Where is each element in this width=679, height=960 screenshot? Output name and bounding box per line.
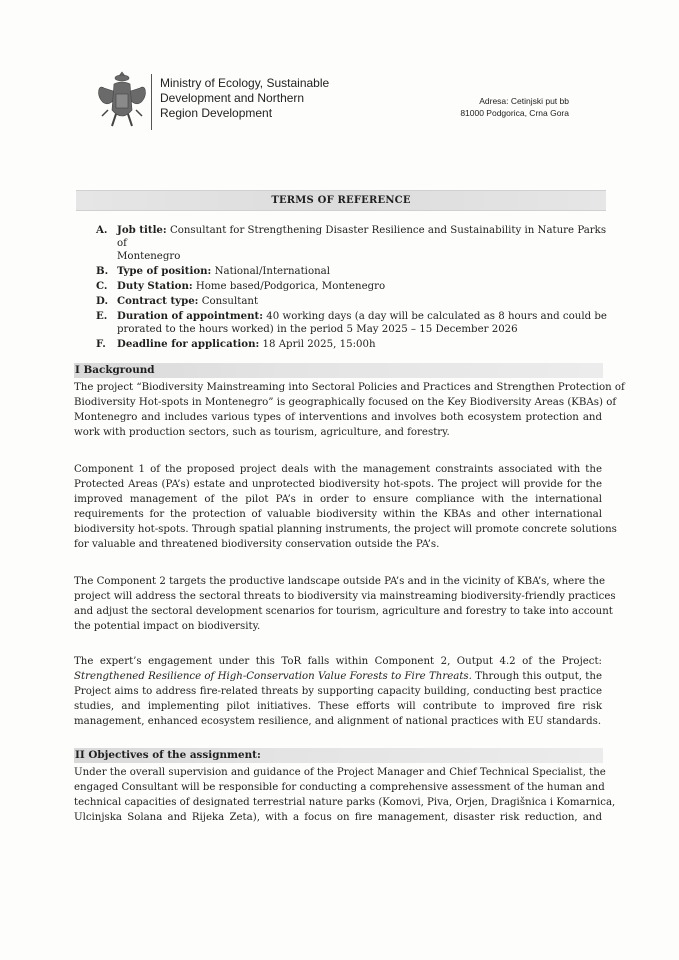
- tor-item: [96, 224, 608, 263]
- section-heading-objectives: II Objectives of the assignment:: [74, 748, 603, 763]
- item-value: Home based/Podgorica, Montenegro: [195, 281, 386, 292]
- ministry-line: Region Development: [160, 106, 273, 120]
- item-letter: C.: [96, 280, 108, 292]
- background-paragraph-2: [74, 463, 617, 552]
- text-line: for valuable and threatened biodiversity conservation outside the PA’s.: [74, 538, 440, 550]
- text-line: engaged Consultant will be responsible for conducting a comprehensive assessment of the human and: [74, 781, 605, 793]
- item-label: Duty Station:: [117, 280, 193, 292]
- text-line: biodiversity hot-spots. Through spatial planning instruments, the project will promote concrete solutions: [74, 523, 617, 535]
- tor-item: [96, 310, 608, 336]
- text-line: management, enhanced ecosystem resilience, and alignment of national practices with EU standards.: [74, 715, 602, 727]
- text-line: and adjust the sectoral development scenarios for tourism, agriculture and forestry to take into account: [74, 605, 613, 617]
- text-line: Montenegro and includes various types of interventions and involves both ecosystem protection and: [74, 411, 602, 423]
- text-line: requirements for the protection of valuable biodiversity within the KBAs and other international: [74, 508, 602, 520]
- tor-item: [96, 295, 608, 308]
- section-heading-background: I Background: [74, 363, 603, 378]
- item-value-cont: Montenegro: [117, 251, 181, 262]
- text-line: The Component 2 targets the productive landscape outside PA’s and in the vicinity of KBA’s, where the: [74, 576, 606, 587]
- item-label: Duration of appointment:: [117, 310, 264, 322]
- item-value: 40 working days (a day will be calculated as 8 hours and could be: [266, 311, 607, 322]
- tor-list: [96, 224, 608, 353]
- item-letter: D.: [96, 295, 109, 307]
- text-line: Project aims to address fire-related threats by supporting capacity building, conducting best practice: [74, 685, 602, 697]
- header-divider: [151, 74, 152, 130]
- text-line: The project “Biodiversity Mainstreaming into Sectoral Policies and Practices and Strengthen Protection of: [74, 382, 625, 393]
- item-label: Type of position:: [117, 265, 212, 277]
- item-letter: E.: [96, 310, 108, 322]
- address-line: Adresa: Cetinjski put bb: [479, 96, 569, 106]
- text-line: Component 1 of the proposed project deals with the management constraints associated with the: [74, 464, 602, 475]
- text-line: studies, and implementing pilot initiatives. These efforts will contribute to improved fire risk: [74, 700, 602, 712]
- item-letter: B.: [96, 265, 109, 277]
- text-line: Biodiversity Hot-spots in Montenegro” is geographically focused on the Key Biodiversity Areas (KBAs) of: [74, 396, 617, 408]
- item-letter: F.: [96, 338, 106, 350]
- text-line: Under the overall supervision and guidance of the Project Manager and Chief Technical Specialist, the: [74, 767, 606, 778]
- item-value: 18 April 2025, 15:00h: [262, 339, 376, 350]
- text-fragment: Through this output, the: [471, 670, 602, 682]
- address-line: 81000 Podgorica, Crna Gora: [460, 108, 569, 118]
- text-line: Protected Areas (PA’s) estate and unprotected biodiversity hot-spots. The project will provide for the: [74, 478, 602, 490]
- item-label: Deadline for application:: [117, 338, 260, 350]
- text-line: the potential impact on biodiversity.: [74, 620, 261, 632]
- tor-item: [96, 265, 608, 278]
- background-paragraph-1: [74, 381, 625, 441]
- text-line: work with production sectors, such as tourism, agriculture, and forestry.: [74, 426, 450, 438]
- tor-item: [96, 280, 608, 293]
- item-value: Consultant: [201, 296, 259, 307]
- item-value-cont: prorated to the hours worked) in the period 5 May 2025 – 15 December 2026: [117, 324, 518, 335]
- ministry-line: Development and Northern: [160, 91, 305, 105]
- text-line: Ulcinjska Solana and Rijeka Zeta), with a focus on fire management, disaster risk reduction, and: [74, 811, 602, 823]
- item-label: Job title:: [117, 224, 167, 236]
- tor-item: [96, 338, 608, 351]
- ministry-line: Ministry of Ecology, Sustainable: [160, 76, 330, 90]
- item-value: Consultant for Strengthening Disaster Resilience and Sustainability in Nature Parks of: [117, 225, 607, 249]
- ministry-name: [160, 76, 360, 121]
- text-line: technical capacities of designated terrestrial nature parks (Komovi, Piva, Orjen, Dragišnica i Komarnica,: [74, 796, 616, 808]
- text-line: The expert’s engagement under this ToR falls within Component 2, Output 4.2 of the Project:: [74, 656, 602, 667]
- background-paragraph-3: [74, 575, 616, 635]
- text-line: [74, 670, 602, 685]
- coat-of-arms-icon: [96, 70, 148, 130]
- text-line: improved management of the pilot PA’s in order to ensure compliance with the international: [74, 493, 602, 505]
- tor-title: TERMS OF REFERENCE: [76, 190, 606, 211]
- address-block: [460, 95, 569, 119]
- item-value: National/International: [214, 266, 330, 277]
- background-paragraph-4: [74, 655, 602, 730]
- item-letter: A.: [96, 224, 108, 236]
- item-label: Contract type:: [117, 295, 199, 307]
- text-line: project will address the sectoral threats to biodiversity via mainstreaming biodiversity-friendly practices: [74, 590, 616, 602]
- output-title: Strengthened Resilience of High-Conservation Value Forests to Fire Threats.: [74, 670, 472, 682]
- objectives-paragraph-1: [74, 766, 616, 826]
